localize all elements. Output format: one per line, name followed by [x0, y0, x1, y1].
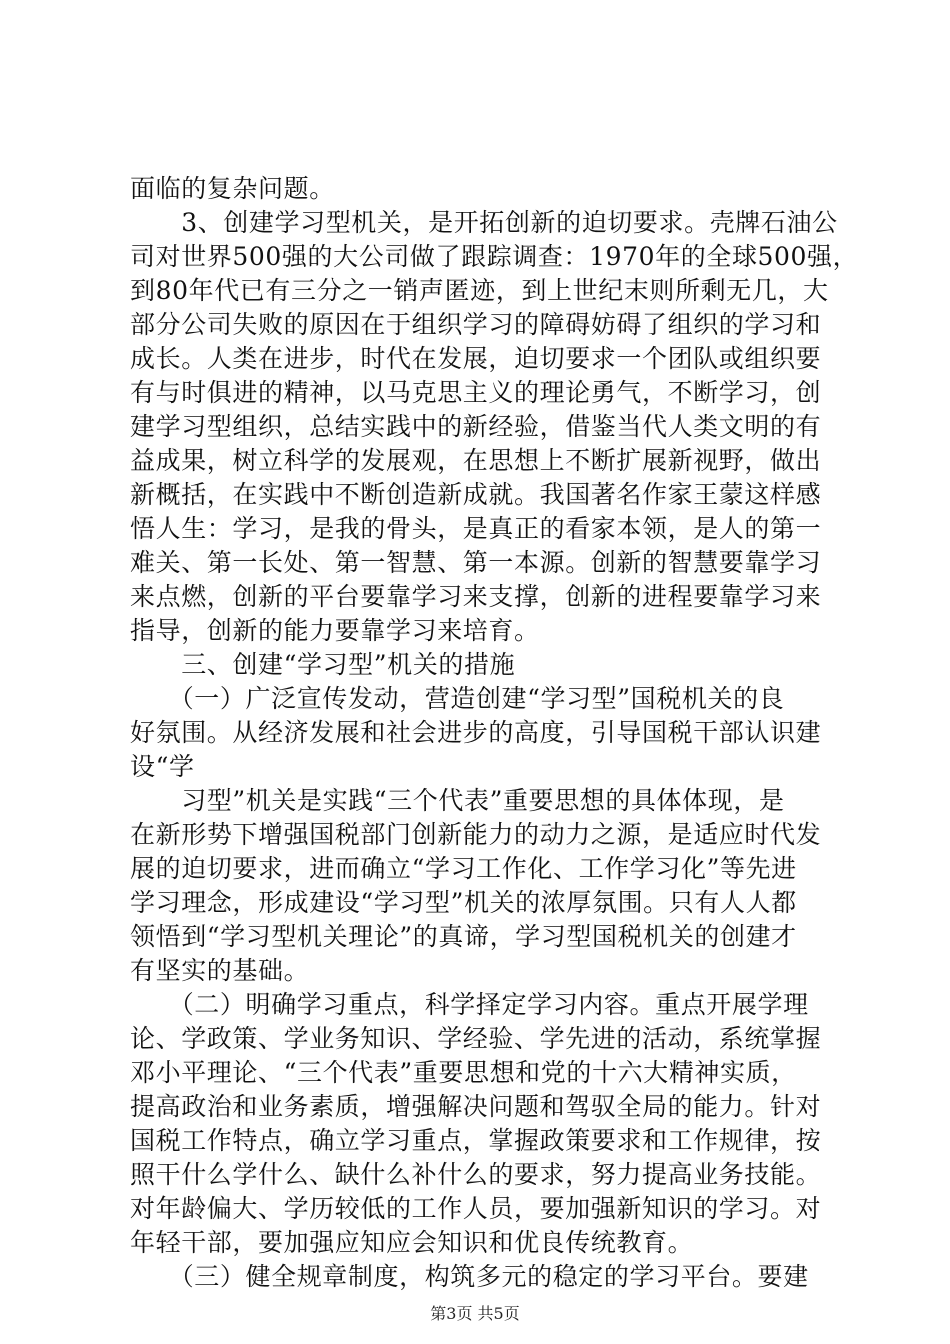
- text-line: 益成果，树立科学的发展观，在思想上不断扩展新视野，做出: [130, 446, 822, 475]
- text-line: 展的迫切要求，进而确立“学习工作化、工作学习化”等先进: [130, 854, 797, 883]
- text-line: 对年龄偏大、学历较低的工作人员，要加强新知识的学习。对: [130, 1194, 822, 1223]
- text-line: 悟人生：学习，是我的骨头，是真正的看家本领，是人的第一: [130, 514, 822, 543]
- text-line: 习型”机关是实践“三个代表”重要思想的具体体现，是: [130, 786, 785, 815]
- text-line: 论、学政策、学业务知识、学经验、学先进的活动，系统掌握: [130, 1024, 822, 1053]
- text-line: （二）明确学习重点，科学择定学习内容。重点开展学理: [130, 990, 809, 1019]
- text-line: 部分公司失败的原因在于组织学习的障碍妨碍了组织的学习和: [130, 310, 822, 339]
- text-line: 有坚实的基础。: [130, 956, 310, 985]
- page-number: 第3页 共5页: [430, 1304, 520, 1323]
- text-line: 难关、第一长处、第一智慧、第一本源。创新的智慧要靠学习: [130, 548, 822, 577]
- text-line: 成长。人类在进步，时代在发展，迫切要求一个团队或组织要: [130, 344, 822, 373]
- text-line: 建学习型组织，总结实践中的新经验，借鉴当代人类文明的有: [130, 412, 822, 441]
- text-line: （一）广泛宣传发动，营造创建“学习型”国税机关的良: [130, 684, 785, 713]
- text-line: 到80年代已有三分之一销声匿迹，到上世纪末则所剩无几，大: [130, 276, 829, 305]
- text-line: 3、创建学习型机关，是开拓创新的迫切要求。壳牌石油公: [130, 208, 838, 237]
- text-line: 在新形势下增强国税部门创新能力的动力之源，是适应时代发: [130, 820, 822, 849]
- section-heading: 三、创建“学习型”机关的措施: [130, 650, 516, 679]
- text-line: 提高政治和业务素质，增强解决问题和驾驭全局的能力。针对: [130, 1092, 822, 1121]
- text-line: 领悟到“学习型机关理论”的真谛，学习型国税机关的创建才: [130, 922, 797, 951]
- text-line: 学习理念，形成建设“学习型”机关的浓厚氛围。只有人人都: [130, 888, 797, 917]
- text-line: 有与时俱进的精神，以马克思主义的理论勇气，不断学习，创: [130, 378, 822, 407]
- text-line: 邓小平理论、“三个代表”重要思想和党的十六大精神实质，: [130, 1058, 797, 1087]
- text-line: 好氛围。从经济发展和社会进步的高度，引导国税干部认识建: [130, 718, 822, 747]
- text-line: （三）健全规章制度，构筑多元的稳定的学习平台。要建: [130, 1262, 809, 1291]
- text-line: 年轻干部，要加强应知应会知识和优良传统教育。: [130, 1228, 694, 1257]
- text-line: 照干什么学什么、缺什么补什么的要求，努力提高业务技能。: [130, 1160, 822, 1189]
- text-line: 司对世界500强的大公司做了跟踪调查：1970年的全球500强，: [130, 242, 859, 271]
- text-line: 指导，创新的能力要靠学习来培育。: [130, 616, 540, 645]
- text-line: 来点燃，创新的平台要靠学习来支撑，创新的进程要靠学习来: [130, 582, 822, 611]
- text-line: 面临的复杂问题。: [130, 174, 335, 203]
- text-line: 设“学: [130, 752, 195, 781]
- text-line: 国税工作特点，确立学习重点，掌握政策要求和工作规律，按: [130, 1126, 822, 1155]
- text-line: 新概括，在实践中不断创造新成就。我国著名作家王蒙这样感: [130, 480, 822, 509]
